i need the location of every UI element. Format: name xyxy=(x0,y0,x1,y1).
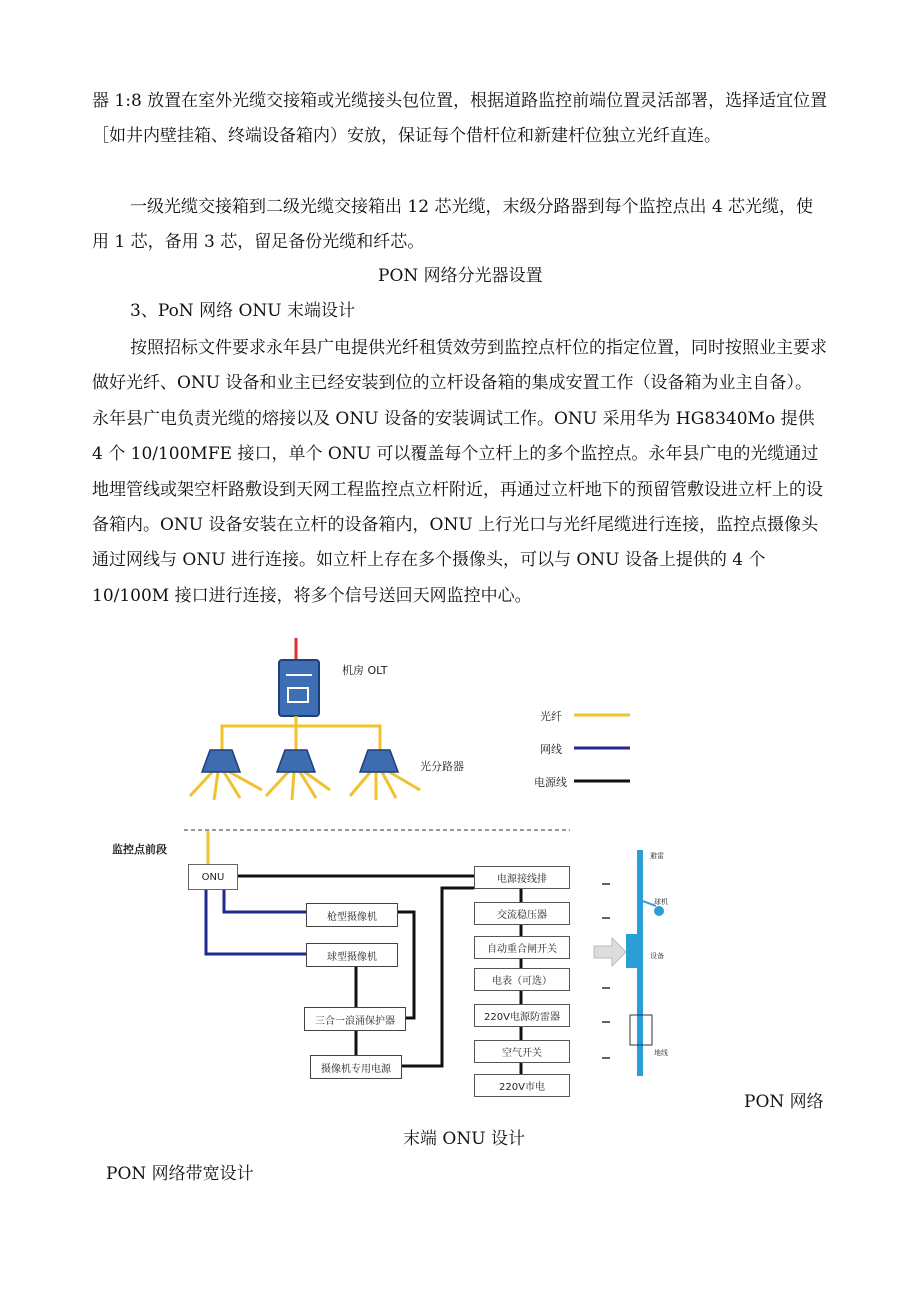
legend-fiber-label: 光纤 xyxy=(540,710,562,723)
auto-reclose-box: 自动重合闸开关 xyxy=(474,936,570,959)
air-switch-box: 空气开关 xyxy=(474,1040,570,1063)
paragraph-cable-cores: 一级光缆交接箱到二级光缆交接箱出 12 芯光缆，末级分路器到每个监控点出 4 芯光缆，使用 1 芯，备用 3 芯，留足备份光缆和纤芯。 xyxy=(92,197,814,253)
network-lines xyxy=(206,890,306,954)
paragraph-splitter-placement: 器 1:8 放置在室外光缆交接箱或光缆接头包位置，根据道路监控前端位置灵活部署，选择适宜位置［如井内壁挂箱、终端设备箱内）安放，保证每个借杆位和新建杆位独立光纤直连。 xyxy=(92,91,828,147)
olt-label: 机房 OLT xyxy=(342,664,388,677)
splitter-icon xyxy=(202,750,240,772)
lightning-protector-box: 220V电源防雷器 xyxy=(474,1004,570,1027)
camera-power-box: 摄像机专用电源 xyxy=(310,1055,402,1079)
meter-box: 电表（可选） xyxy=(474,968,570,991)
olt-device-icon xyxy=(279,660,319,716)
splitter-icon xyxy=(360,750,398,772)
pole-top-label: 避雷 xyxy=(650,852,664,860)
surge-protector-box: 三合一浪涌保护器 xyxy=(304,1007,406,1031)
pole-box-label: 设备 xyxy=(650,952,664,960)
splitter-icon xyxy=(277,750,315,772)
front-section-label: 监控点前段 xyxy=(112,843,167,856)
section-heading-bandwidth: PON 网络带宽设计 xyxy=(106,1164,254,1184)
fiber-tree xyxy=(190,716,420,864)
legend-net-label: 网线 xyxy=(540,743,562,756)
pole-camera-label: 球机 xyxy=(654,898,668,906)
mains-box: 220V市电 xyxy=(474,1074,570,1097)
caption-onu-b: 末端 ONU 设计 xyxy=(403,1129,525,1149)
caption-splitter-setup: PON 网络分光器设置 xyxy=(378,266,543,286)
regulator-box: 交流稳压器 xyxy=(474,902,570,925)
caption-onu-a: PON 网络 xyxy=(744,1092,824,1112)
paragraph-onu-design: 按照招标文件要求永年县广电提供光纤租赁效劳到监控点杆位的指定位置，同时按照业主要求做好光纤、ONU 设备和业主已经安装到位的立杆设备箱的集成安置工作（设备箱为业主自备）。永年县广电负责光缆的熔接以及 ONU 设备的安装调试工作。ONU 采用华为 HG8340Mo 提供 4 个 10/100MFE 接口，单个 ONU 可以覆盖每个立杆上的多个监控点。永年县广电的光缆通过地埋管线或架空杆路敷设到天网工程监控点立杆附近，再通过立杆地下的预留管敷设进立杆上的设备箱内。ONU 设备安装在立杆的设备箱内，ONU 上行光口与光纤尾缆进行连接，监控点摄像头通过网线与 ONU 进行连接。如立杆上存在多个摄像头，可以与 ONU 设备上提供的 4 个 10/100M 接口进行连接，将多个信号送回天网监控中心。 xyxy=(92,338,827,606)
dome-camera-box: 球型摄像机 xyxy=(306,943,398,967)
onu-box: ONU xyxy=(188,864,238,890)
gun-camera-box: 枪型摄像机 xyxy=(306,903,398,927)
splitter-label: 光分路器 xyxy=(420,760,464,773)
legend-power-label: 电源线 xyxy=(534,776,567,789)
pole-illustration xyxy=(594,850,664,1076)
power-terminal-box: 电源接线排 xyxy=(474,866,570,889)
section-heading-onu: 3、PoN 网络 ONU 末端设计 xyxy=(130,301,356,321)
pole-ground-label: 地线 xyxy=(654,1049,668,1057)
